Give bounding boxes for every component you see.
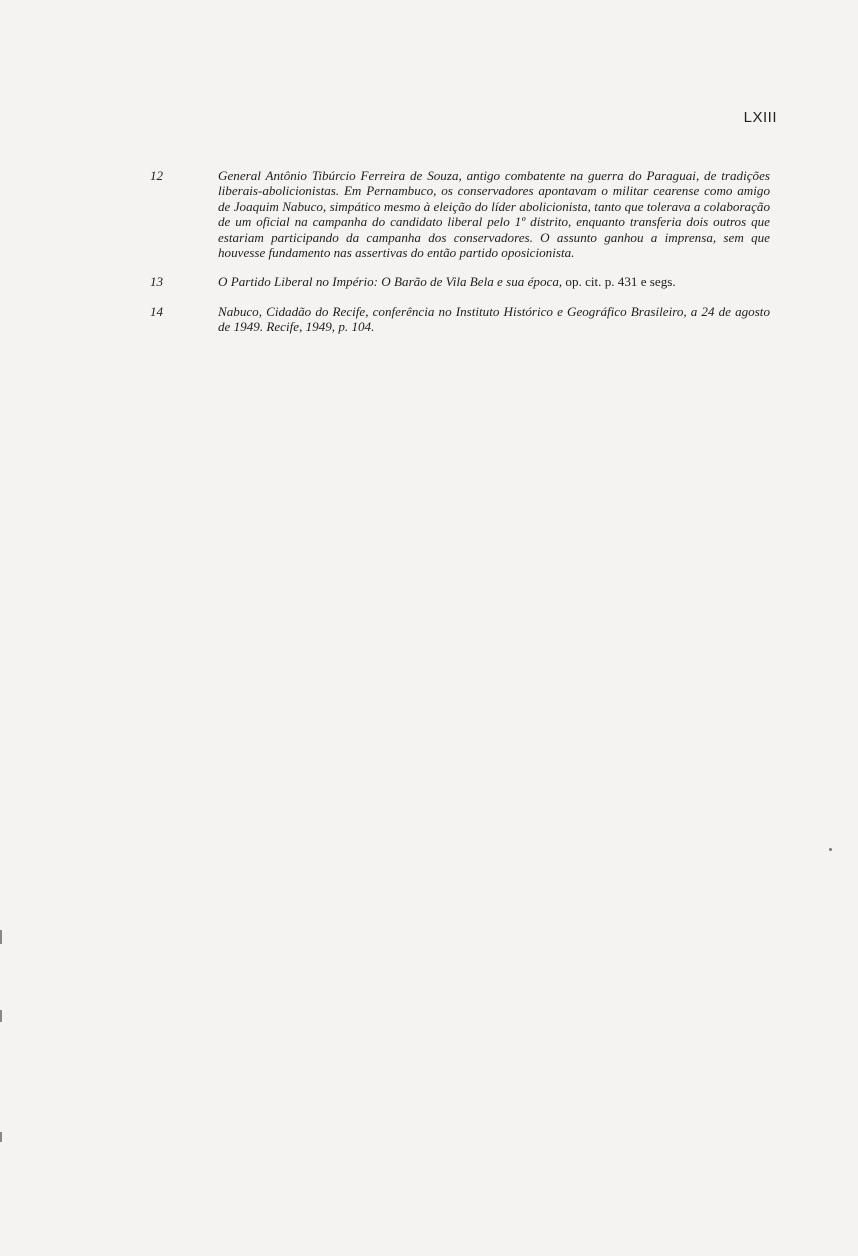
footnote-13	[150, 274, 770, 289]
footnote-text: General Antônio Tibúrcio Ferreira de Souza, antigo combatente na guerra do Paraguai, de tradições liberais-abolicionistas. Em Pernambuco, os conservadores apontavam o militar cearense como amigo de Joaquim Nabuco, simpático mesmo à eleição do líder abolicionista, tanto que tolerava a colaboração de um oficial na campanha do candidato liberal pelo 1º distrito, enquanto transferia dois outros que estariam participando da campanha dos conservadores. O assunto ganhou a imprensa, sem que houvesse fundamento nas assertivas do então partido oposicionista.	[218, 168, 770, 261]
footnote-14	[150, 304, 770, 335]
footnote-12	[150, 168, 770, 260]
footnote-title: O Partido Liberal no Império: O Barão de Vila Bela e sua época,	[218, 274, 563, 290]
scan-edge-mark	[0, 930, 2, 944]
footnote-number: 12	[150, 168, 164, 183]
footnote-text	[218, 274, 770, 289]
footnote-citation: op. cit. p. 431 e segs.	[562, 274, 676, 290]
scan-edge-mark	[0, 1010, 2, 1022]
scan-speck	[829, 848, 832, 851]
footnote-text: Nabuco, Cidadão do Recife, conferência no Instituto Histórico e Geográfico Brasileiro, a 24 de agosto de 1949. Recife, 1949, p. 104.	[218, 303, 770, 335]
footnote-number: 14	[150, 303, 164, 319]
footnote-number: 13	[150, 274, 164, 290]
scan-edge-mark	[0, 1132, 2, 1142]
page-number: LXIII	[743, 109, 777, 126]
footnotes-list	[150, 168, 770, 349]
